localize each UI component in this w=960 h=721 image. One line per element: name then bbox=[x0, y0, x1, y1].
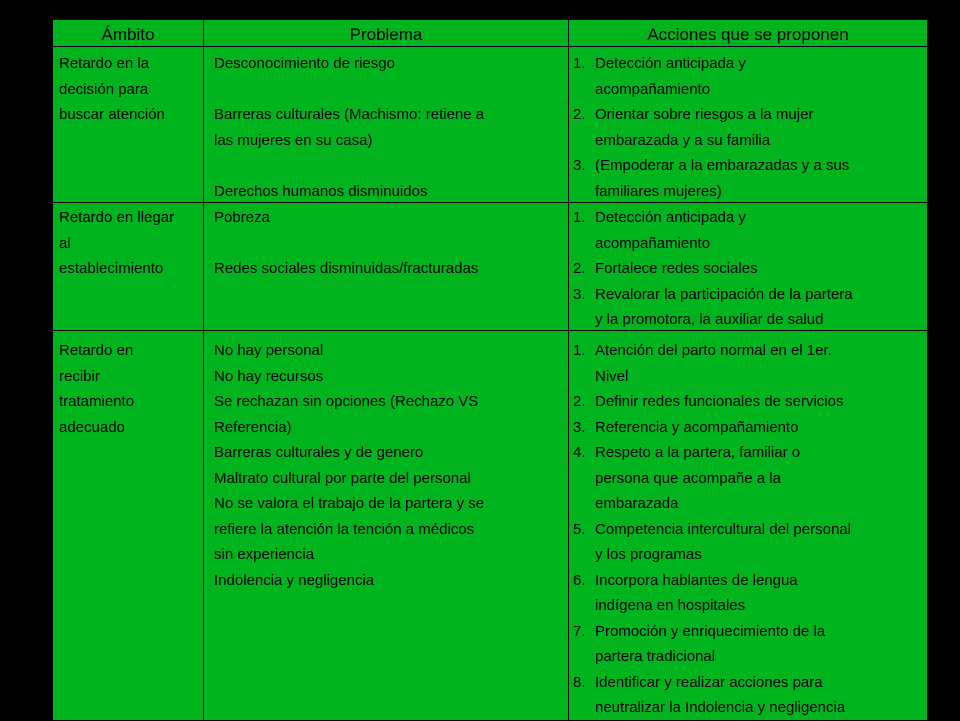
problema-line: Referencia) bbox=[214, 418, 292, 436]
accion-item bbox=[573, 415, 925, 441]
accion-item bbox=[573, 153, 925, 204]
problema-line: Derechos humanos disminuidos bbox=[214, 182, 428, 200]
accion-item bbox=[573, 517, 925, 568]
accion-item bbox=[573, 256, 925, 282]
accion-number: 8. bbox=[573, 673, 586, 691]
accion-text: y los programas bbox=[595, 546, 702, 563]
ambito-line: Retardo en la bbox=[59, 55, 150, 72]
problema-line: sin experiencia bbox=[214, 546, 315, 563]
accion-item bbox=[573, 205, 925, 256]
accion-number: 3. bbox=[573, 285, 586, 303]
accion-text: familiares mujeres) bbox=[595, 182, 722, 200]
row-3-ambito bbox=[59, 338, 199, 440]
actions-table bbox=[52, 19, 928, 720]
accion-text: Detección anticipada y bbox=[595, 55, 746, 72]
ambito-line: tratamiento bbox=[59, 393, 135, 410]
problema-line: Barreras culturales (Machismo: retiene a bbox=[214, 106, 485, 123]
accion-item bbox=[573, 51, 925, 102]
accion-text: acompañamiento bbox=[595, 234, 711, 252]
row-3-problema bbox=[214, 338, 564, 593]
header-acciones: Acciones que se proponen bbox=[647, 25, 849, 44]
accion-item bbox=[573, 282, 925, 333]
accion-number: 1. bbox=[573, 209, 586, 226]
accion-text: Incorpora hablantes de lengua bbox=[595, 571, 798, 589]
accion-text: acompañamiento bbox=[595, 80, 711, 98]
spacer bbox=[214, 77, 564, 103]
accion-number: 1. bbox=[573, 342, 586, 359]
accion-number: 7. bbox=[573, 622, 586, 640]
accion-text: persona que acompañe a la bbox=[595, 469, 781, 487]
column-divider bbox=[568, 20, 569, 720]
problema-line: No hay personal bbox=[214, 342, 324, 359]
accion-item bbox=[573, 568, 925, 619]
ambito-line: buscar atención bbox=[59, 106, 165, 123]
accion-text: embarazada y a su familia bbox=[595, 131, 771, 149]
problema-line: las mujeres en su casa) bbox=[214, 131, 373, 149]
accion-text: Definir redes funcionales de servicios bbox=[595, 393, 844, 410]
problema-line: Barreras culturales y de genero bbox=[214, 444, 424, 461]
ambito-line: adecuado bbox=[59, 418, 125, 436]
accion-text: neutralizar la Indolencia y negligencia bbox=[595, 699, 846, 716]
spacer bbox=[214, 231, 564, 257]
accion-number: 4. bbox=[573, 444, 586, 461]
problema-line: refiere la atención la tención a médicos bbox=[214, 520, 475, 538]
accion-text: Revalorar la participación de la partera bbox=[595, 285, 853, 303]
accion-text: Atención del parto normal en el 1er. bbox=[595, 342, 832, 359]
row-1-acciones bbox=[573, 51, 925, 204]
accion-text: Referencia y acompañamiento bbox=[595, 418, 799, 436]
accion-number: 3. bbox=[573, 418, 586, 436]
ambito-line: establecimiento bbox=[59, 260, 164, 277]
column-divider bbox=[927, 20, 928, 720]
ambito-line: recibir bbox=[59, 367, 100, 385]
accion-item bbox=[573, 338, 925, 389]
accion-text: Nivel bbox=[595, 367, 629, 385]
accion-text: Orientar sobre riesgos a la mujer bbox=[595, 106, 814, 123]
ambito-line: decisión para bbox=[59, 80, 149, 98]
accion-number: 2. bbox=[573, 260, 586, 277]
problema-line: Indolencia y negligencia bbox=[214, 571, 375, 589]
accion-item bbox=[573, 670, 925, 721]
accion-text: indígena en hospitales bbox=[595, 597, 746, 614]
accion-text: Respeto a la partera, familiar o bbox=[595, 444, 801, 461]
accion-text: (Empoderar a la embarazadas y a sus bbox=[595, 157, 850, 174]
accion-item bbox=[573, 619, 925, 670]
row-1-problema bbox=[214, 51, 564, 204]
problema-line: Desconocimiento de riesgo bbox=[214, 55, 395, 72]
row-2-ambito bbox=[59, 205, 199, 282]
accion-text: Fortalece redes sociales bbox=[595, 260, 758, 277]
acciones-list bbox=[573, 51, 925, 204]
ambito-line: Retardo en llegar bbox=[59, 209, 175, 226]
accion-number: 5. bbox=[573, 520, 586, 538]
problema-line: Pobreza bbox=[214, 209, 270, 226]
ambito-line: al bbox=[59, 234, 71, 252]
accion-text: y la promotora, la auxiliar de salud bbox=[595, 311, 824, 328]
accion-text: Promoción y enriquecimiento de la bbox=[595, 622, 826, 640]
accion-text: partera tradicional bbox=[595, 648, 716, 665]
accion-text: Detección anticipada y bbox=[595, 209, 746, 226]
row-2-problema bbox=[214, 205, 564, 282]
accion-text: Identificar y realizar acciones para bbox=[595, 673, 823, 691]
accion-number: 6. bbox=[573, 571, 586, 589]
accion-text: embarazada bbox=[595, 495, 679, 512]
problema-line: Redes sociales disminuidas/fracturadas bbox=[214, 260, 479, 277]
row-2-acciones bbox=[573, 205, 925, 333]
header-ambito: Ámbito bbox=[101, 25, 155, 44]
acciones-list bbox=[573, 205, 925, 333]
accion-text: Competencia intercultural del personal bbox=[595, 520, 851, 538]
acciones-list bbox=[573, 338, 925, 721]
header-problema: Problema bbox=[349, 25, 423, 44]
ambito-line: Retardo en bbox=[59, 342, 134, 359]
problema-line: No hay recursos bbox=[214, 367, 324, 385]
accion-item bbox=[573, 102, 925, 153]
column-divider bbox=[203, 20, 204, 720]
accion-number: 1. bbox=[573, 55, 586, 72]
accion-number: 2. bbox=[573, 393, 586, 410]
accion-number: 2. bbox=[573, 106, 586, 123]
accion-number: 3. bbox=[573, 157, 586, 174]
row-divider bbox=[53, 46, 928, 47]
row-3-acciones bbox=[573, 338, 925, 721]
spacer bbox=[214, 153, 564, 179]
problema-line: Maltrato cultural por parte del personal bbox=[214, 469, 471, 487]
problema-line: No se valora el trabajo de la partera y se bbox=[214, 495, 485, 512]
accion-item bbox=[573, 440, 925, 517]
row-1-ambito bbox=[59, 51, 199, 128]
problema-line: Se rechazan sin opciones (Rechazo VS bbox=[214, 393, 479, 410]
accion-item bbox=[573, 389, 925, 415]
